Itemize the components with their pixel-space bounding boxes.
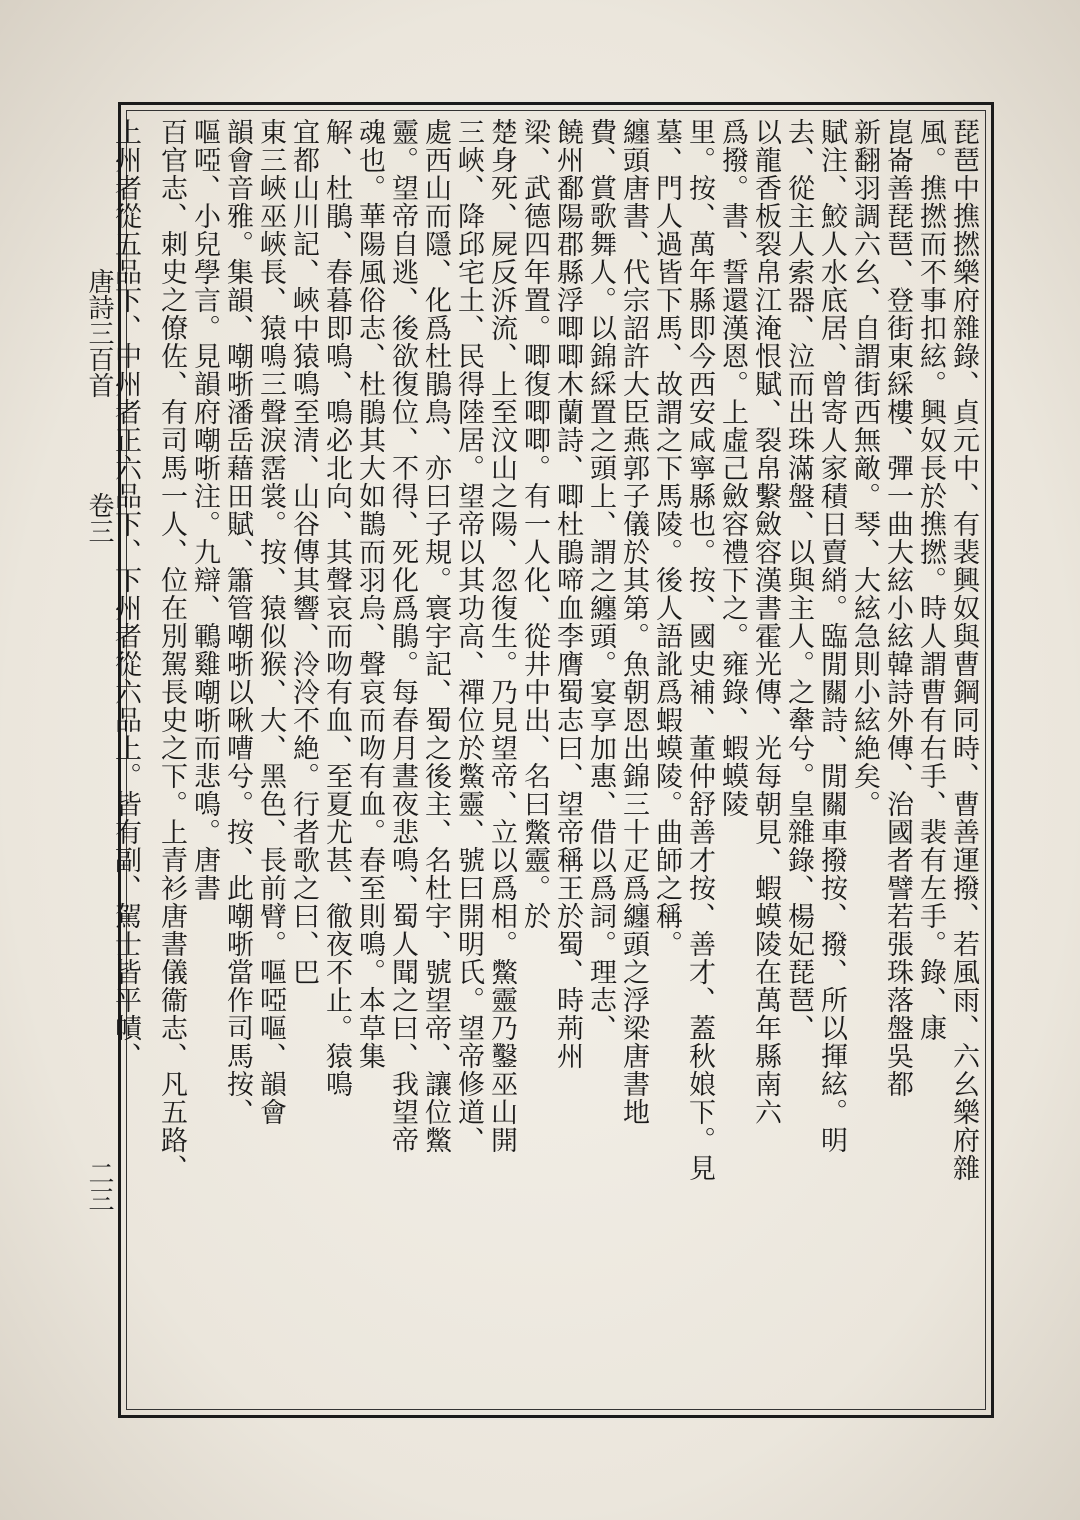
text-column: 以龍香板裂帛江淹恨賦、裂帛繫斂容漢書霍光傳、光每朝見、蝦蟆陵在萬年縣南六 bbox=[750, 118, 781, 1126]
text-column: 魂也。華陽風俗志、杜鵑其大如鵲而羽烏、聲哀而吻有血。春至則鳴。本草集 bbox=[354, 118, 385, 1070]
text-column: 解、杜鵑、春暮即鳴、鳴必北向、其聲哀而吻有血、至夏尤甚、徹夜不止。猿鳴 bbox=[321, 118, 352, 1098]
text-column: 墓、門人過皆下馬、故謂之下馬陵。後人語訛爲蝦蟆陵。曲師之稱。 bbox=[651, 118, 682, 958]
text-column: 琵琶中撨撚樂府雜錄、貞元中、有裴興奴與曹鋼同時、曹善運撥、若風雨、六幺樂府雜 bbox=[948, 118, 979, 1182]
text-column: 崑崙善琵琶、登街東綵樓、彈一曲大絃小絃韓詩外傳、治國者譬若張珠落盤吳都 bbox=[882, 118, 913, 1098]
text-column: 新翻羽調六幺、自謂街西無敵。琴、大絃急則小絃絶矣。 bbox=[849, 118, 880, 818]
text-column: 梁、武德四年置。唧復唧唧。有一人化、從井中出、名曰鱉靈。於 bbox=[519, 118, 550, 930]
text-column: 三峽、降邱宅土、民得陸居。望帝以其功高、禪位於鱉靈、號曰開明氏。望帝修道、 bbox=[453, 118, 484, 1154]
text-column: 纏頭唐書、代宗詔許大臣燕郭子儀於其第。魚朝恩出錦三十疋爲纏頭之浮梁唐書地 bbox=[618, 118, 649, 1126]
text-column bbox=[130, 118, 150, 1408]
book-title: 唐詩三百首 bbox=[84, 268, 114, 398]
text-column: 靈。望帝自逃、後欲復位、不得、死化爲鵑。每春月晝夜悲鳴、蜀人聞之曰、我望帝 bbox=[387, 118, 418, 1154]
text-column: 去、從主人索器、泣而出珠滿盤、以與主人。之舝兮。皇雜錄、楊妃琵琶、 bbox=[783, 118, 814, 1042]
text-column: 嘔啞、小兒學言。見韻府嘲哳注。九辯、鶤雞嘲哳而悲鳴。唐書 bbox=[189, 118, 220, 902]
text-column: 里。按、萬年縣即今西安咸寧縣也。按、國史補、董仲舒善才按、善才、蓋秋娘下。見 bbox=[684, 118, 715, 1182]
text-column: 費、賞歌舞人。以錦綵置之頭上、謂之纏頭。宴享加惠、借以爲詞。理志、 bbox=[585, 118, 616, 1042]
text-column: 宜都山川記、峽中猿鳴至清、山谷傳其響、泠泠不絶。行者歌之曰、巴 bbox=[288, 118, 319, 986]
text-column: 風。撨撚而不事扣絃。興奴長於撨撚。時人謂曹有右手、裴有左手。錄、康 bbox=[915, 118, 946, 1042]
text-column: 爲撥。書、誓還漢恩。上虛己斂容禮下之。雍錄、蝦蟆陵 bbox=[717, 118, 748, 818]
text-column: 韻會音雅。集韻、嘲哳潘岳藉田賦、簫管嘲哳以啾嘈兮。按、此嘲哳當作司馬按、 bbox=[222, 118, 253, 1126]
volume-label: 卷三 bbox=[84, 492, 114, 544]
text-column: 處西山而隱、化爲杜鵑鳥、亦曰子規。寰宇記、蜀之後主、名杜宇、號望帝、讓位鱉 bbox=[420, 118, 451, 1154]
text-column: 東三峽巫峽長、猿鳴三聲淚霑裳。按、猿似猴、大、黑色、長前臂。嘔啞嘔、韻會 bbox=[255, 118, 286, 1126]
text-column: 賦注、鮫人水底居、曾寄人家積日賣綃。臨閒關詩、閒關車撥按、撥、所以揮絃。明 bbox=[816, 118, 847, 1154]
text-column: 百官志、刺史之僚佐、有司馬一人、位在別駕長史之下。上青衫唐書儀衞志、凡五路、 bbox=[156, 118, 187, 1182]
page-number: 二三 bbox=[84, 1160, 114, 1212]
text-column: 饒州鄱陽郡縣浮唧唧木蘭詩、唧杜鵑啼血李膺蜀志曰、望帝稱王於蜀、時荊州 bbox=[552, 118, 583, 1070]
text-column: 楚身死、屍反泝流、上至汶山之陽、忽復生。乃見望帝、立以爲相。鱉靈乃鑿巫山開 bbox=[486, 118, 517, 1154]
